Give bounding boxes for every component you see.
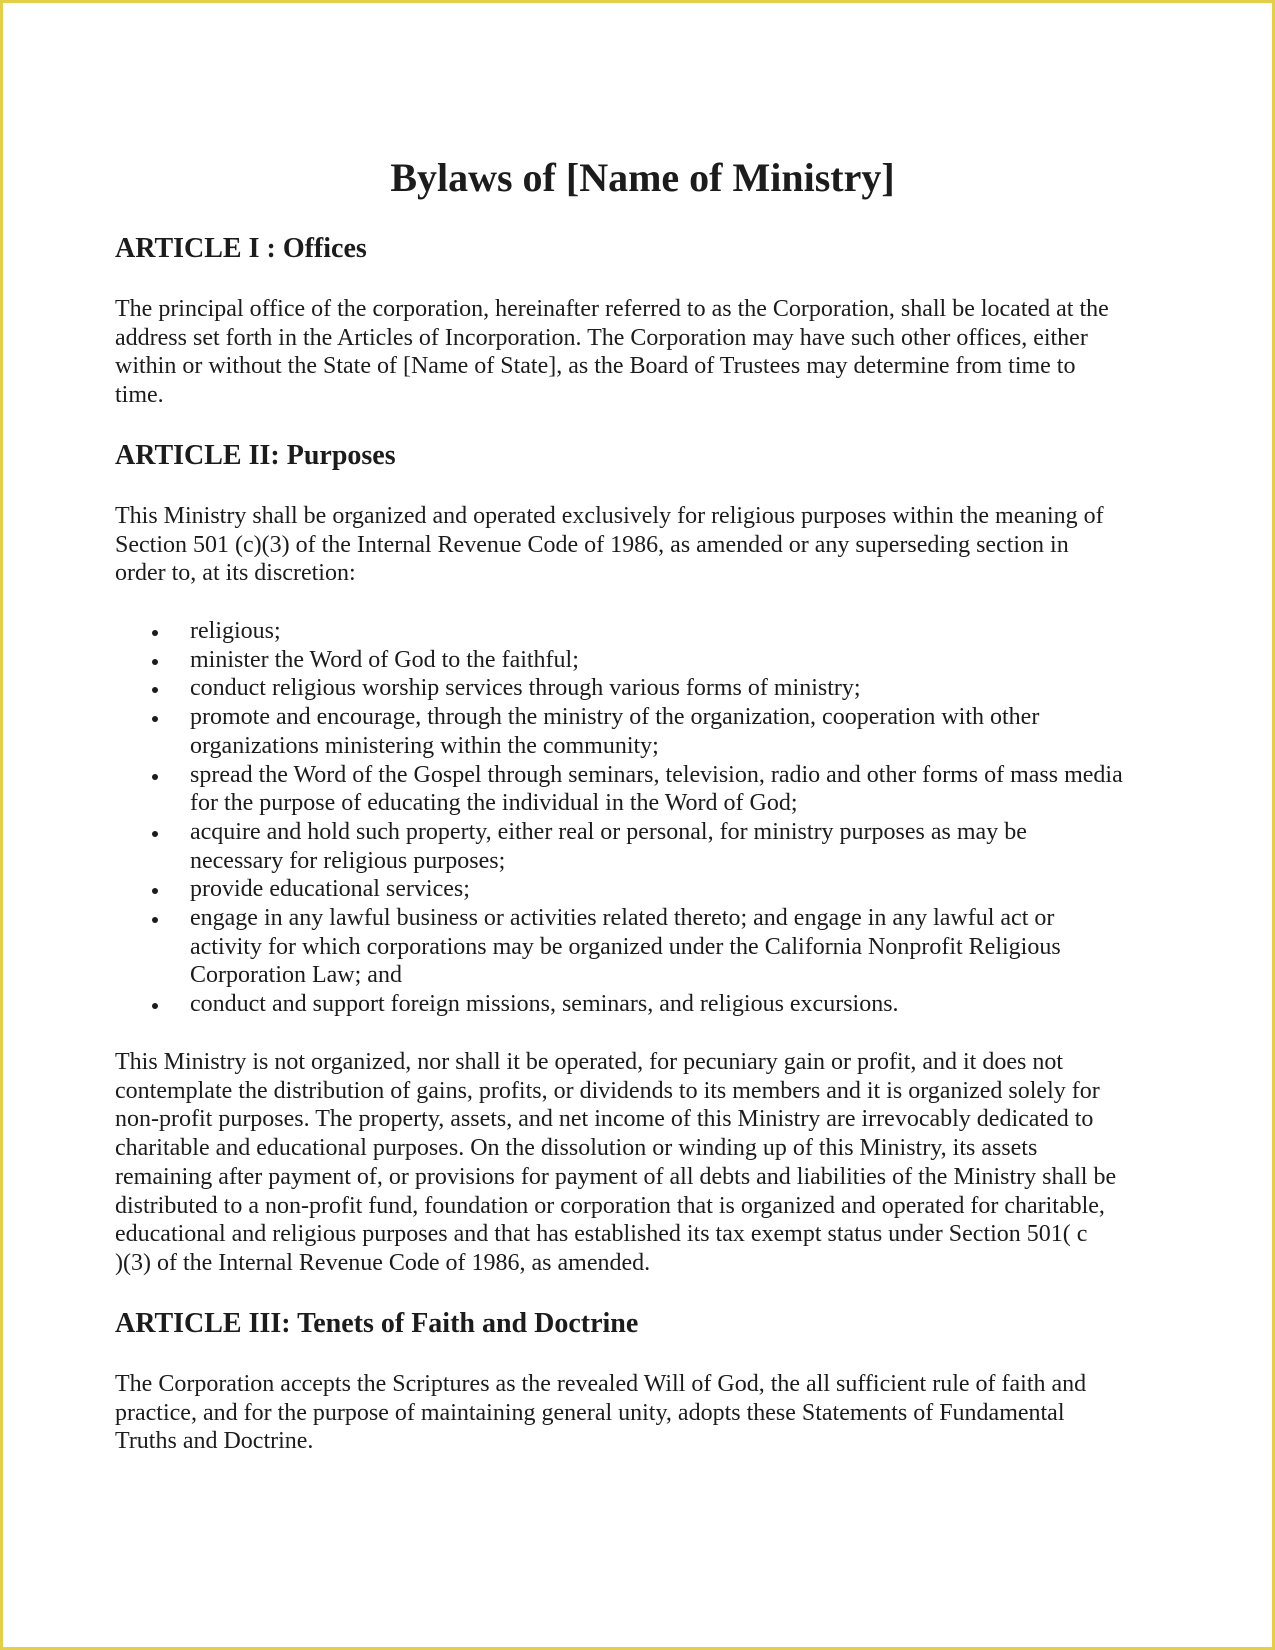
list-item: [115, 703, 1175, 760]
text-line: The Corporation accepts the Scriptures as the revealed Will of God, the all sufficient rule of faith and: [115, 1371, 1087, 1397]
text-line: Corporation Law; and: [190, 962, 402, 989]
text-line: promote and encourage, through the ministry of the organization, cooperation with other: [190, 704, 1040, 731]
text-line: Section 501 (c)(3) of the Internal Revenue Code of 1986, as amended or any superseding section in: [115, 531, 1069, 558]
article-2-intro: [115, 502, 1175, 588]
text-line: necessary for religious purposes;: [190, 847, 506, 874]
list-item: [115, 990, 1175, 1019]
list-item: [115, 875, 1175, 904]
bullet-icon: [152, 1003, 158, 1009]
text-line: remaining after payment of, or provisions for payment of all debts and liabilities of the Ministry shall be: [115, 1163, 1117, 1190]
text-line: order to, at its discretion:: [115, 560, 356, 587]
list-item: [115, 761, 1175, 818]
bullet-icon: [152, 630, 158, 636]
text-line: distributed to a non-profit fund, foundation or corporation that is organized and operated for charitable,: [115, 1192, 1105, 1219]
text-line: address set forth in the Articles of Incorporation. The Corporation may have such other offices, either: [115, 324, 1088, 351]
article-2-closing: [115, 1048, 1175, 1278]
text-line: activity for which corporations may be organized under the California Nonprofit Religious: [190, 933, 1061, 960]
article-1-paragraph: [115, 295, 1175, 410]
text-line: educational and religious purposes and that has established its tax exempt status under Section 501( c: [115, 1221, 1088, 1248]
bullet-icon: [152, 917, 158, 923]
text-line: )(3) of the Internal Revenue Code of 1986, as amended.: [115, 1249, 651, 1276]
bullet-icon: [152, 888, 158, 894]
list-item: [115, 617, 1175, 646]
article-2-heading: ARTICLE II: Purposes: [115, 440, 396, 471]
text-line: non-profit purposes. The property, assets, and net income of this Ministry are irrevocably dedicated to: [115, 1106, 1094, 1133]
text-line: within or without the State of [Name of State], as the Board of Trustees may determine from time to: [115, 353, 1076, 380]
bullet-icon: [152, 687, 158, 693]
document-title: Bylaws of [Name of Ministry]: [390, 155, 895, 200]
text-line: engage in any lawful business or activities related thereto; and engage in any lawful act or: [190, 905, 1055, 932]
text-line: minister the Word of God to the faithful;: [190, 646, 579, 673]
text-line: for the purpose of educating the individual in the Word of God;: [190, 790, 798, 817]
text-line: conduct and support foreign missions, seminars, and religious excursions.: [190, 991, 899, 1018]
article-3-heading: ARTICLE III: Tenets of Faith and Doctrine: [115, 1308, 639, 1339]
article-3-paragraph: [115, 1370, 1175, 1456]
text-line: Truths and Doctrine.: [115, 1428, 314, 1455]
list-item: [115, 818, 1175, 875]
list-item: [115, 646, 1175, 675]
text-line: time.: [115, 382, 164, 409]
text-line: conduct religious worship services through various forms of ministry;: [190, 675, 861, 702]
text-line: This Ministry is not organized, nor shall it be operated, for pecuniary gain or profit, and it does not: [115, 1049, 1064, 1075]
text-line: religious;: [190, 618, 281, 644]
purposes-list: [115, 617, 1175, 1019]
list-item: [115, 904, 1175, 990]
bullet-icon: [152, 831, 158, 837]
text-line: organizations ministering within the community;: [190, 732, 659, 759]
text-line: contemplate the distribution of gains, profits, or dividends to its members and it is organized solely for: [115, 1077, 1100, 1104]
text-line: charitable and educational purposes. On the dissolution or winding up of this Ministry, its assets: [115, 1135, 1038, 1162]
text-line: The principal office of the corporation, hereinafter referred to as the Corporation, shall be located at the: [115, 296, 1109, 322]
bullet-icon: [152, 716, 158, 722]
article-1-heading: ARTICLE I : Offices: [115, 233, 367, 264]
text-line: This Ministry shall be organized and operated exclusively for religious purposes within the meaning of: [115, 503, 1104, 529]
bullet-icon: [152, 774, 158, 780]
text-line: spread the Word of the Gospel through seminars, television, radio and other forms of mass media: [190, 761, 1123, 788]
bullet-icon: [152, 659, 158, 665]
text-line: provide educational services;: [190, 876, 470, 903]
text-line: practice, and for the purpose of maintaining general unity, adopts these Statements of Fundamental: [115, 1399, 1065, 1426]
text-line: acquire and hold such property, either real or personal, for ministry purposes as may be: [190, 818, 1027, 845]
list-item: [115, 674, 1175, 703]
